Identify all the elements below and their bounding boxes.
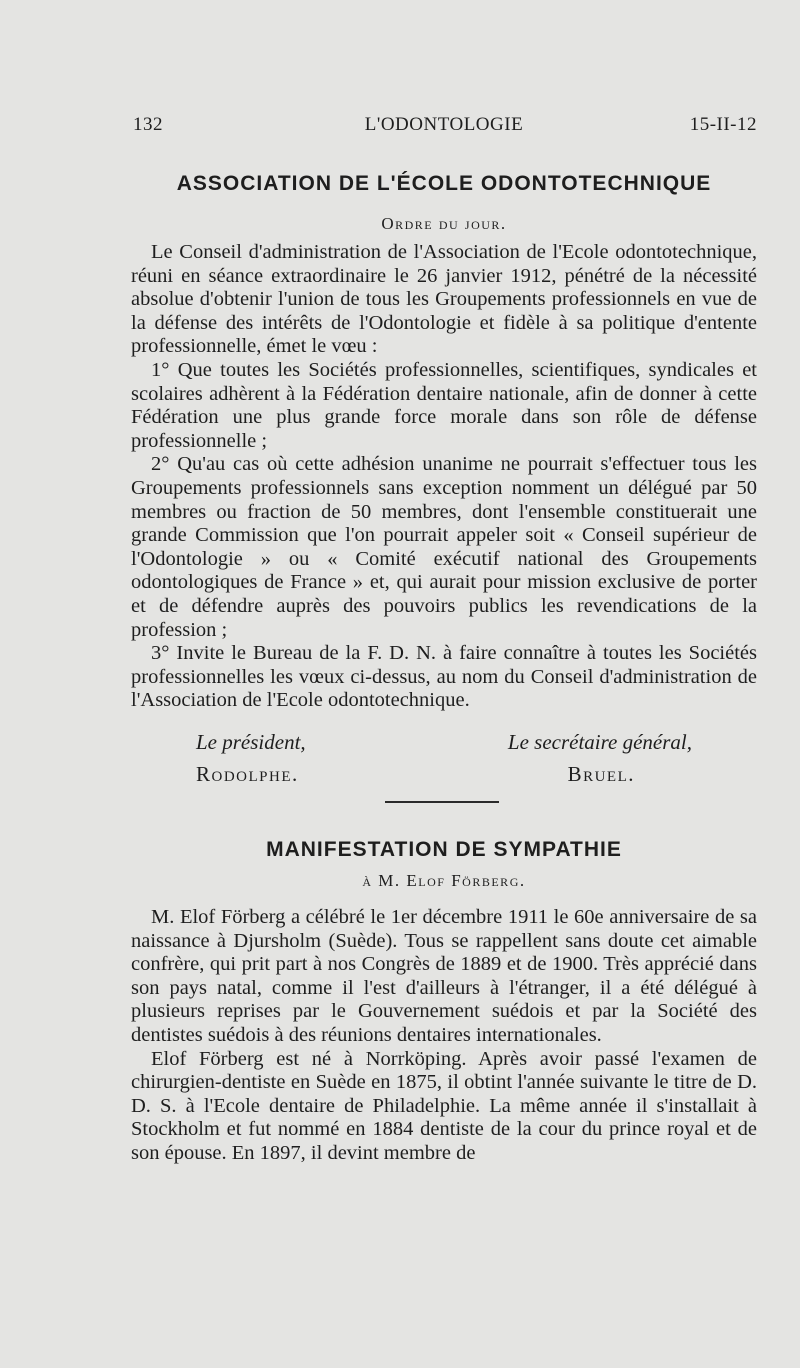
- page-number: 132: [133, 114, 163, 135]
- article1-body: [131, 241, 757, 713]
- article2-subtitle: à M. Elof Förberg.: [362, 871, 526, 890]
- paragraph: Le Conseil d'administration de l'Association de l'Ecole odontotechnique, réuni en séance extraordinaire le 26 janvier 1912, pénétré de la nécessité absolue d'obtenir l'union de tous les Groupements professionnels en vue de la défense des intérêts de l'Odontologie et fidèle à sa politique d'entente professionnelle, émet le vœu :: [131, 241, 757, 358]
- paragraph: 3° Invite le Bureau de la F. D. N. à faire connaître à toutes les Sociétés professionnelles les vœux ci-dessus, au nom du Conseil d'administration de l'Association de l'Ecole odontotechnique.: [131, 642, 757, 712]
- paragraph: 2° Qu'au cas où cette adhésion unanime ne pourrait s'effectuer tous les Groupements professionnels sans exception nomment un délégué par 50 membres ou fraction de 50 membres, dont l'ensemble constituerait une grande Commission que l'on pourrait appeler soit « Conseil supérieur de l'Odontologie » ou « Comité exécutif national des Groupements odontologiques de France » et, qui aurait pour mission exclusive de porter et de défendre auprès des pouvoirs publics les revendications de la profession ;: [131, 453, 757, 641]
- article1-subtitle: Ordre du jour.: [381, 214, 507, 233]
- paragraph: Elof Förberg est né à Norrköping. Après avoir passé l'examen de chirurgien-dentiste en Suède en 1875, il obtint l'année suivante le titre de D. D. S. à l'Ecole dentaire de Philadelphie. La même année il s'installait à Stockholm et fut nommé en 1884 dentiste de la cour du prince royal et de son épouse. En 1897, il devint membre de: [131, 1047, 757, 1164]
- issue-date: 15-II-12: [689, 114, 757, 135]
- president-name: Rodolphe.: [196, 762, 299, 786]
- article2-body: [131, 906, 757, 1166]
- section-divider: [385, 801, 499, 803]
- journal-title: L'ODONTOLOGIE: [364, 114, 524, 135]
- secretary-title: Le secrétaire général,: [507, 730, 692, 754]
- president-title: Le président,: [196, 730, 306, 754]
- article1-title: ASSOCIATION DE L'ÉCOLE ODONTOTECHNIQUE: [176, 172, 712, 195]
- paragraph: M. Elof Förberg a célébré le 1er décembre 1911 le 60e anniversaire de sa naissance à Djursholm (Suède). Tous se rappellent sans doute cet aimable confrère, qui prit part à nos Congrès de 1889 et de 1900. Très apprécié dans son pays natal, comme il l'est d'ailleurs à l'étranger, il a été délégué à plusieurs reprises par le Gouvernement suédois et par la Société des dentistes suédois à des réunions dentaires internationales.: [131, 906, 757, 1046]
- paragraph: 1° Que toutes les Sociétés professionnelles, scientifiques, syndicales et scolaires adhèrent à la Fédération dentaire nationale, afin de donner à cette Fédération une plus grande force morale dans son rôle de défense professionnelle ;: [131, 358, 757, 452]
- article2-title: MANIFESTATION DE SYMPATHIE: [266, 838, 622, 861]
- secretary-name: Bruel.: [567, 762, 635, 786]
